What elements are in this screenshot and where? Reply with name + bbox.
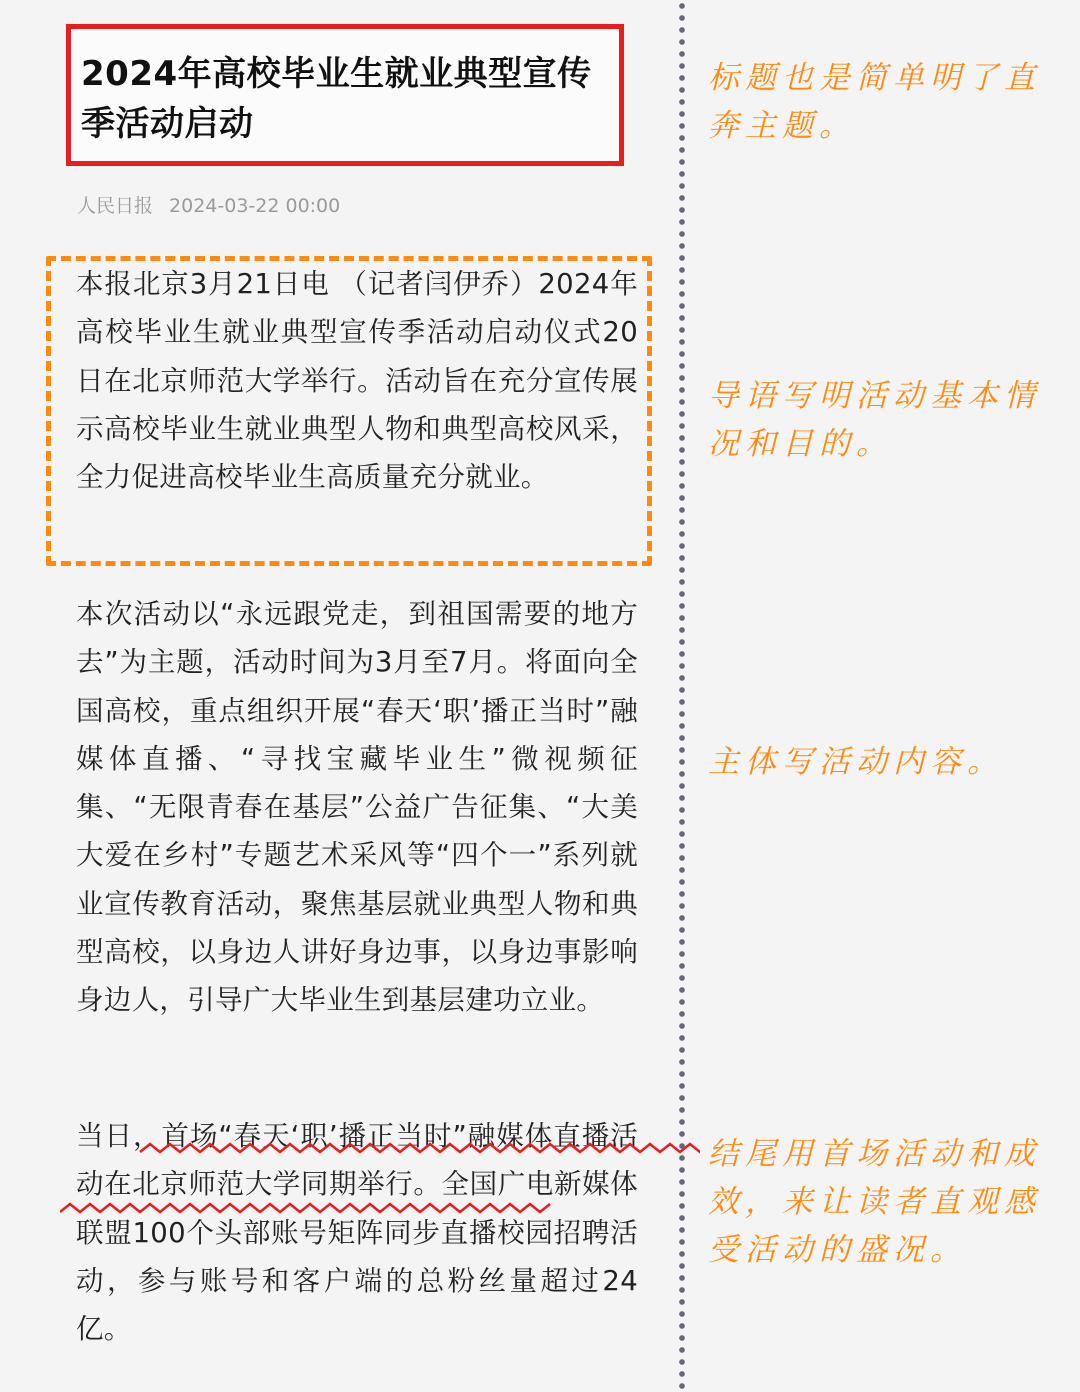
ending-annotation: 结尾用首场活动和成效，来让读者直观感受活动的盛况。 <box>708 1136 1041 1268</box>
dotted-divider <box>678 0 686 1392</box>
title-annotation: 标题也是简单明了直奔主题。 <box>708 60 1041 144</box>
ending-paragraph: 当日，首场“春天‘职’播正当时”融媒体直播活动在北京师范大学同期举行。全国广电新媒体联盟100个头部账号矩阵同步直播校园招聘活动，参与账号和客户端的总粉丝量超过24亿。 <box>76 1120 638 1346</box>
title-highlight-box <box>66 24 624 166</box>
article-date: 2024-03-22 00:00 <box>169 195 341 217</box>
article-meta <box>77 191 340 218</box>
body-paragraph: 本次活动以“永远跟党走，到祖国需要的地方去”为主题，活动时间为3月至7月。将面向全国高校，重点组织开展“春天‘职’播正当时”融媒体直播、“寻找宝藏毕业生”微视频征集、“无限青春在基层”公益广告征集、“大美大爱在乡村”专题艺术采风等“四个一”系列就业宣传教育活动，聚焦基层就业典型人物和典型高校，以身边人讲好身边事，以身边事影响身边人，引导广大毕业生到基层建功立业。 <box>76 598 638 1017</box>
lead-paragraph: 本报北京3月21日电 （记者闫伊乔）2024年高校毕业生就业典型宣传季活动启动仪式20日在北京师范大学举行。活动旨在充分宣传展示高校毕业生就业典型人物和典型高校风采，全力促进高校毕业生高质量充分就业。 <box>76 268 638 494</box>
lead-annotation: 导语写明活动基本情况和目的。 <box>708 378 1041 462</box>
article-source: 人民日报 <box>77 195 154 217</box>
article-title: 2024年高校毕业生就业典型宣传季活动启动 <box>81 54 592 144</box>
body-annotation: 主体写活动内容。 <box>708 744 1004 780</box>
